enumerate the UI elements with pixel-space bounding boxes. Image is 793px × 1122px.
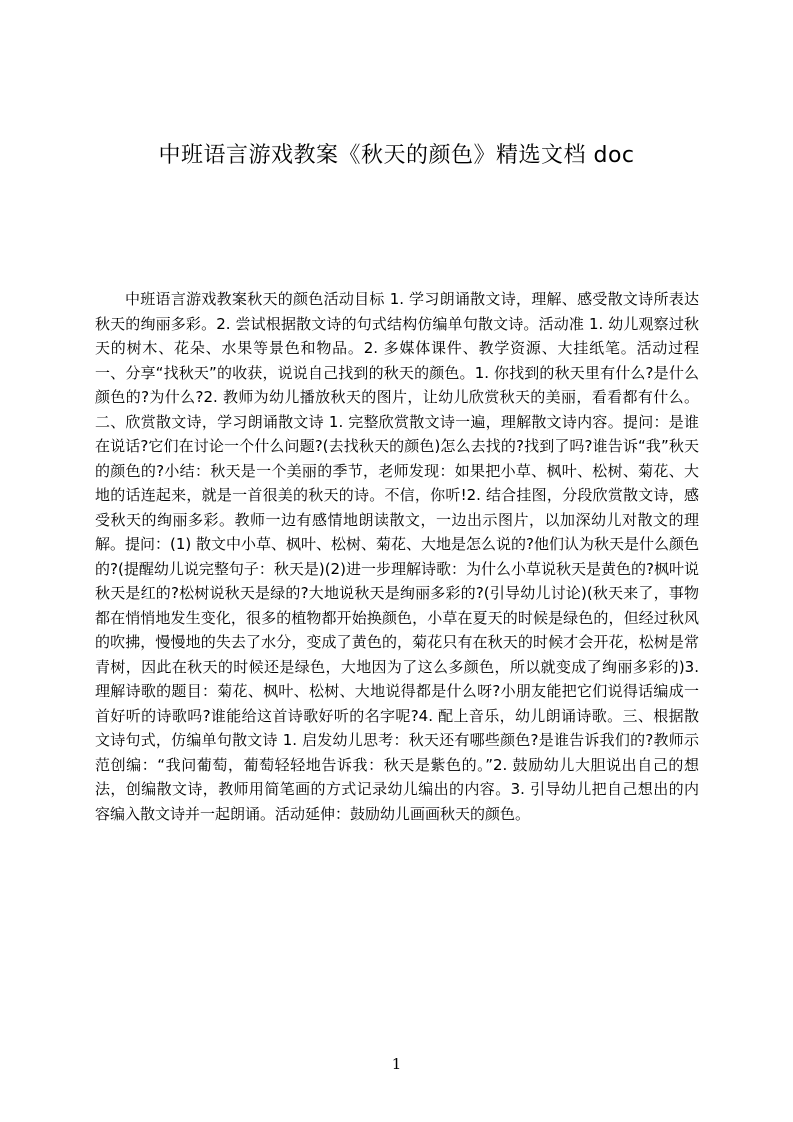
page-number: 1	[391, 1055, 402, 1073]
body-paragraph: 中班语言游戏教案秋天的颜色活动目标 1. 学习朗诵散文诗，理解、感受散文诗所表达秋天的绚丽多彩。2. 尝试根据散文诗的句式结构仿编单句散文诗。活动准 1. 幼儿观察过秋天的树木、花朵、水果等景色和物品。2. 多媒体课件、教学资源、大挂纸笔。活动过程一、分享“找秋天”的收获，说说自己找到的秋天的颜色。1. 你找到的秋天里有什么?是什么颜色的?为什么?2. 教师为幼儿播放秋天的图片，让幼儿欣赏秋天的美丽，看看都有什么。二、欣赏散文诗，学习朗诵散文诗 1. 完整欣赏散文诗一遍，理解散文诗内容。提问：是谁在说话?它们在讨论一个什么问题?(去找秋天的颜色)怎么去找的?找到了吗?谁告诉“我”秋天的颜色的?小结：秋天是一个美丽的季节，老师发现：如果把小草、枫叶、松树、菊花、大地的话连起来，就是一首很美的秋天的诗。不信，你听!2. 结合挂图，分段欣赏散文诗，感受秋天的绚丽多彩。教师一边有感情地朗读散文，一边出示图片，以加深幼儿对散文的理解。提问：(1) 散文中小草、枫叶、松树、菊花、大地是怎么说的?他们认为秋天是什么颜色的?(提醒幼儿说完整句子：秋天是)(2)进一步理解诗歌：为什么小草说秋天是黄色的?枫叶说秋天是红的?松树说秋天是绿的?大地说秋天是绚丽多彩的?(引导幼儿讨论)(秋天来了，事物都在悄悄地发生变化，很多的植物都开始换颜色，小草在夏天的时候是绿色的，但经过秋风的吹拂，慢慢地的失去了水分，变成了黄色的，菊花只有在秋天的时候才会开花，松树是常青树，因此在秋天的时候还是绿色，大地因为了这么多颜色，所以就变成了绚丽多彩的)3. 理解诗歌的题目：菊花、枫叶、松树、大地说得都是什么呀?小朋友能把它们说得话编成一首好听的诗歌吗?谁能给这首诗歌好听的名字呢?4. 配上音乐，幼儿朗诵诗歌。三、根据散文诗句式，仿编单句散文诗 1. 启发幼儿思考：秋天还有哪些颜色?是谁告诉我们的?教师示范创编：“我问葡萄，葡萄轻轻地告诉我：秋天是紫色的。”2. 鼓励幼儿大胆说出自己的想法，创编散文诗，教师用简笔画的方式记录幼儿编出的内容。3. 引导幼儿把自己想出的内容编入散文诗并一起朗诵。活动延伸：鼓励幼儿画画秋天的颜色。	[95, 290, 699, 823]
page-title: 中班语言游戏教案《秋天的颜色》精选文档 doc	[158, 143, 635, 168]
